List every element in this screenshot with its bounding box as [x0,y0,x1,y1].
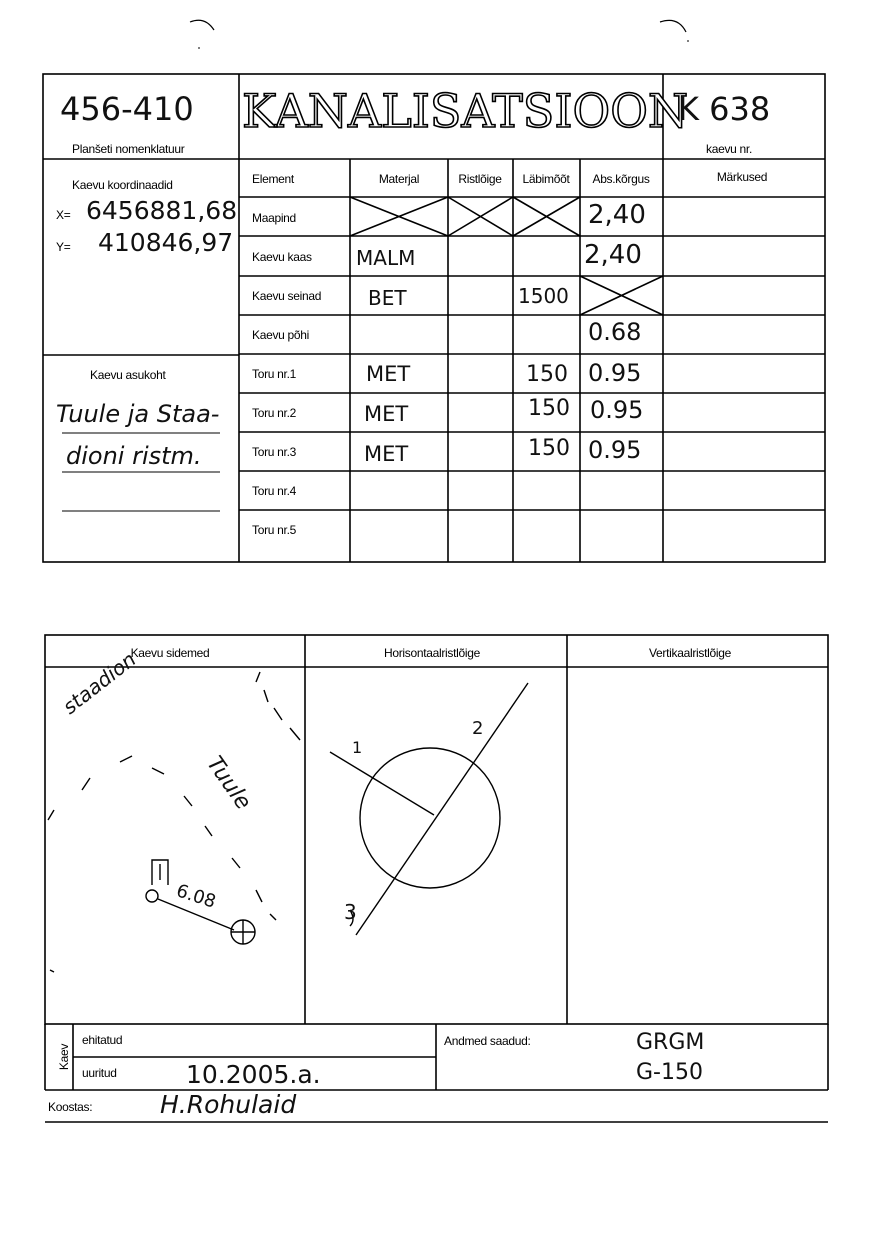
row-label-cover: Kaevu kaas [252,250,312,264]
row-label-pipe-5: Toru nr.5 [252,523,296,537]
surveyed-date: 10.2005.a. [186,1060,321,1089]
compiled-by-label: Koostas: [48,1100,93,1114]
cell-pipe2-abs-height: 0.95 [590,396,644,424]
column-header-element: Element [252,172,294,186]
row-label-pipe-3: Toru nr.3 [252,445,296,459]
location-label: Kaevu asukoht [90,368,166,382]
page-title: KANALISATSIOON [242,84,689,138]
pipe-label-2: 2 [472,718,484,739]
cell-pipe3-abs-height: 0.95 [588,436,642,464]
column-header-cross-section: Ristlõige [458,172,502,186]
column-header-notes: Märkused [716,170,768,184]
cell-pipe2-diameter: 150 [528,396,570,421]
ties-section-label: Kaevu sidemed [130,646,210,660]
data-source-line-2: G-150 [636,1060,703,1085]
pipe-label-1: 1 [352,738,363,757]
location-line-1: Tuule ja Staa- [56,400,220,428]
cell-bottom-abs-height: 0.68 [588,318,642,346]
cell-cover-abs-height: 2,40 [584,240,642,270]
cell-walls-material: BET [368,286,407,310]
x-coordinate-label: X= [56,208,71,222]
plan-nomenclature-label: Planšeti nomenklatuur [72,142,185,156]
well-number-label: kaevu nr. [706,142,752,156]
well-number-value: K 638 [678,90,771,128]
x-coordinate-value: 6456881,68 [86,196,238,225]
cell-pipe1-material: MET [366,362,411,386]
row-label-pipe-4: Toru nr.4 [252,484,296,498]
distance-label: 6.08 [173,880,219,913]
row-label-bottom: Kaevu põhi [252,328,310,342]
y-coordinate-label: Y= [56,240,71,254]
surveyed-label: uuritud [82,1066,117,1080]
cell-pipe3-diameter: 150 [528,436,570,461]
cell-pipe1-abs-height: 0.95 [588,359,642,387]
street-label-stadium: staadion [58,647,141,719]
pipe-label-3: 3 [344,900,357,924]
y-coordinate-value: 410846,97 [98,228,234,257]
cell-ground-abs-height: 2,40 [588,200,646,230]
built-label: ehitatud [82,1033,123,1047]
column-header-diameter: Läbimõõt [522,172,570,186]
cell-walls-diameter: 1500 [518,284,569,308]
cell-pipe3-material: MET [364,442,409,466]
cell-pipe1-diameter: 150 [526,362,568,387]
row-label-pipe-1: Toru nr.1 [252,367,296,381]
plan-nomenclature-value: 456-410 [60,90,194,128]
column-header-material: Materjal [378,172,420,186]
vertical-section-label: Vertikaalristlõige [649,646,731,660]
data-source-label: Andmed saadud: [444,1034,531,1048]
street-label-tuule: Tuule [201,752,256,815]
compiled-by-signature: H.Rohulaid [160,1090,297,1119]
location-line-2: dioni ristm. [66,442,202,470]
row-label-pipe-2: Toru nr.2 [252,406,296,420]
column-header-abs-height: Abs.kõrgus [592,172,650,186]
row-label-ground: Maapind [252,211,296,225]
row-label-walls: Kaevu seinad [252,289,322,303]
well-side-label: Kaev [57,1043,71,1071]
data-source-line-1: GRGM [636,1030,705,1055]
coordinates-label: Kaevu koordinaadid [72,178,173,192]
cell-pipe2-material: MET [364,402,409,426]
cell-cover-material: MALM [356,246,416,270]
horizontal-section-label: Horisontaalristlõige [383,646,481,660]
